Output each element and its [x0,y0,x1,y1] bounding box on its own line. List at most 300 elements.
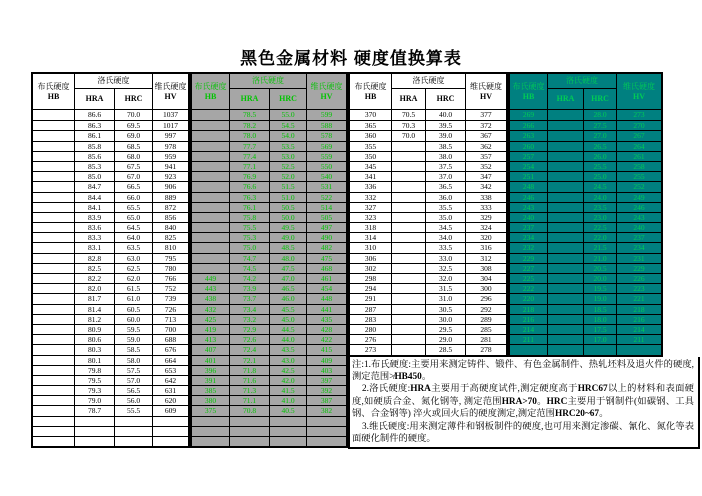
table-cell: 66.0 [115,192,153,202]
table-cell: 23.0 [584,212,617,222]
table-row [192,375,346,385]
table-cell: 73.9 [230,283,270,293]
table-row [192,365,346,375]
header-hb-label: HB [47,91,60,101]
table-row [510,192,661,202]
table-cell: 30.5 [426,304,466,314]
table-row [33,192,188,202]
table-cell: 73.4 [230,304,270,314]
table-row [510,232,661,242]
table-cell: 41.0 [270,395,307,405]
table-cell [33,141,75,151]
table-cell: 227 [510,263,548,273]
table-cell: 569 [307,141,346,151]
table-row [510,151,661,161]
table-cell: 85.8 [75,141,115,151]
table-row [510,304,661,314]
table-row [33,110,188,120]
table-cell [270,416,307,426]
header-rockwell: 洛氏硬度 [75,74,153,89]
table-cell: 28.5 [426,344,466,354]
table-cell: 959 [153,151,188,161]
table-row [33,324,188,334]
table-cell: 80.9 [75,324,115,334]
table-cell [392,181,426,191]
table-row [350,293,506,303]
table-row [33,375,188,385]
table-cell [307,436,346,446]
table-cell: 58.5 [115,344,153,354]
table-cell: 342 [466,181,506,191]
table-cell: 79.5 [75,375,115,385]
table-cell: 413 [192,334,230,344]
table-cell: 79.8 [75,365,115,375]
table-cell [33,314,75,324]
table-row [33,405,188,415]
table-cell: 298 [350,273,392,283]
note-paragraph: 3.维氏硬度:用来测定薄件和钢板制件的硬度,也可用来测定渗碳、氰化、氮化等表面硬化制件的硬度。 [352,421,694,444]
table-cell: 283 [350,314,392,324]
table-row [33,304,188,314]
table-cell: 40.5 [270,405,307,415]
table-cell: 64.5 [115,222,153,232]
table-cell: 599 [307,110,346,120]
table-cell [392,314,426,324]
table-cell [33,202,75,212]
table-cell [192,263,230,273]
table-cell: 289 [466,314,506,324]
table-cell [392,141,426,151]
table-cell: 441 [307,304,346,314]
table-cell: 59.5 [115,324,153,334]
table-cell: 327 [350,202,392,212]
table-cell: 49.5 [270,222,307,232]
table-cell [392,232,426,242]
table-cell: 73.7 [230,293,270,303]
table-row [350,344,506,354]
table-cell: 74.2 [230,273,270,283]
table-row [33,120,188,130]
table-cell: 63.0 [115,253,153,263]
table-cell: 278 [466,344,506,354]
table-row [350,151,506,161]
table-row [350,273,506,283]
table-cell: 676 [153,344,188,354]
table-cell: 296 [466,293,506,303]
table-cell: 29.5 [426,324,466,334]
table-cell: 62.5 [115,263,153,273]
table-cell: 653 [153,365,188,375]
table-row [192,130,346,140]
table-row [350,110,506,120]
table-cell: 267 [617,130,661,140]
table-cell: 246 [617,202,661,212]
table-cell [392,304,426,314]
table-cell [153,416,188,426]
table-header [350,74,506,110]
table-cell [33,253,75,263]
table-row [192,232,346,242]
table-row [192,395,346,405]
hardness-table [31,72,700,449]
table-cell: 18.5 [584,304,617,314]
table-cell [548,130,584,140]
table-cell: 889 [153,192,188,202]
table-row [192,436,346,446]
header-hra: HRA [392,89,426,109]
table-cell: 79.0 [75,395,115,405]
table-row [350,253,506,263]
table-row [33,436,188,446]
table-cell: 514 [307,202,346,212]
table-cell: 223 [617,283,661,293]
table-cell: 505 [307,212,346,222]
table-cell: 75.0 [230,242,270,252]
table-cell [548,181,584,191]
table-cell [153,436,188,446]
table-body-teal [510,110,661,355]
table-cell [548,212,584,222]
table-row [192,416,346,426]
table-cell: 397 [307,375,346,385]
table-cell: 220 [510,293,548,303]
table-cell: 482 [307,242,346,252]
table-cell: 32.0 [426,273,466,283]
table-cell [230,436,270,446]
table-row [350,120,506,130]
table-cell: 396 [192,365,230,375]
table-cell [392,253,426,263]
table-cell [548,120,584,130]
table-cell [548,222,584,232]
table-cell: 243 [617,212,661,222]
table-row [192,283,346,293]
table-cell: 45.5 [270,304,307,314]
table-cell: 350 [350,151,392,161]
header-rockwell: 洛氏硬度 [230,74,307,89]
table-cell: 308 [466,263,506,273]
table-cell: 906 [153,181,188,191]
table-cell: 70.0 [115,110,153,120]
table-cell: 53.0 [270,151,307,161]
table-row [192,253,346,263]
table-row [33,314,188,324]
table-cell: 578 [307,130,346,140]
table-cell: 69.0 [115,130,153,140]
table-cell: 280 [350,324,392,334]
table-row [350,304,506,314]
table-cell: 559 [307,151,346,161]
table-cell: 34.5 [426,222,466,232]
table-cell: 1017 [153,120,188,130]
header-vickers: 维氏硬度 HV [617,74,661,109]
table-cell: 80.6 [75,334,115,344]
table-cell [75,436,115,446]
table-cell: 251 [510,171,548,181]
table-cell: 82.0 [75,283,115,293]
table-cell: 415 [307,344,346,354]
table-cell: 257 [510,151,548,161]
table-cell: 57.5 [115,365,153,375]
table-cell [192,212,230,222]
table-cell: 454 [307,283,346,293]
table-cell: 36.5 [426,181,466,191]
header-brinell [33,74,75,109]
table-cell: 68.5 [115,141,153,151]
table-cell: 642 [153,375,188,385]
table-cell: 941 [153,161,188,171]
table-cell: 17.0 [584,334,617,344]
table-cell [33,242,75,252]
table-cell [548,232,584,242]
table-row [33,222,188,232]
note-paragraph: 2.洛氏硬度:HRA主要用于高硬度试件,测定硬度高于HRC67以上的材料和表面硬度,如硬质合金、氮化钢等, 测定范围HRA>70。HRC主要用于钢制件(如碳钢、工具钢、合金钢等) 淬火或回火后的硬度测定,测定范围HRC20~67。 [352,384,694,420]
table-cell: 72.1 [230,355,270,365]
header-rockwell: 洛氏硬度 [548,74,617,89]
table-cell: 24.5 [584,181,617,191]
table-cell: 40.0 [426,110,466,120]
table-row [33,395,188,405]
table-cell: 77.1 [230,161,270,171]
table-cell: 428 [307,324,346,334]
table-cell [392,192,426,202]
table-cell: 531 [307,181,346,191]
table-cell: 360 [350,130,392,140]
table-cell [392,324,426,334]
table-cell: 60.0 [115,314,153,324]
header-vickers-label: 维氏硬度 [154,81,187,91]
table-row [33,365,188,375]
table-cell: 232 [510,242,548,252]
table-cell: 61.5 [115,283,153,293]
table-cell: 76.3 [230,192,270,202]
header-hrc: HRC [426,89,466,109]
table-cell: 248 [510,181,548,191]
table-cell: 631 [153,385,188,395]
table-cell [33,110,75,120]
table-row [33,242,188,252]
table-cell [548,263,584,273]
table-row [192,171,346,181]
table-cell: 254 [510,161,548,171]
table-cell: 304 [466,273,506,283]
table-cell: 51.0 [270,192,307,202]
table-cell: 43.0 [270,355,307,365]
table-cell: 435 [307,314,346,324]
header-hra: HRA [548,89,584,109]
table-row [510,161,661,171]
table-row [192,405,346,415]
table-cell [230,426,270,436]
table-cell: 37.0 [426,171,466,181]
table-cell: 74.5 [230,263,270,273]
header-brinell: 布氏硬度 HB [192,74,230,109]
table-cell: 387 [307,395,346,405]
table-cell: 291 [350,293,392,303]
table-cell: 218 [617,304,661,314]
table-cell: 56.5 [115,385,153,395]
table-cell: 84.7 [75,181,115,191]
table-cell: 294 [350,283,392,293]
table-cell: 69.5 [115,120,153,130]
table-cell: 422 [307,334,346,344]
table-cell: 302 [350,263,392,273]
table-cell: 19.5 [584,283,617,293]
table-cell: 726 [153,304,188,314]
table-cell: 231 [617,253,661,263]
table-row [192,151,346,161]
table-cell: 80.1 [75,355,115,365]
table-cell [33,416,75,426]
table-cell: 86.6 [75,110,115,120]
table-cell [392,293,426,303]
table-cell: 51.5 [270,181,307,191]
table-cell: 246 [510,192,548,202]
table-cell: 43.5 [270,344,307,354]
table-row [350,161,506,171]
table-cell: 243 [510,202,548,212]
table-row [192,110,346,120]
table-cell: 609 [153,405,188,415]
table-cell: 332 [350,192,392,202]
table-cell: 77.7 [230,141,270,151]
table-cell: 540 [307,171,346,181]
table-cell: 36.0 [426,192,466,202]
table-header [33,74,188,110]
table-cell: 273 [350,344,392,354]
table-cell: 27.5 [584,120,617,130]
table-cell: 407 [192,344,230,354]
table-cell: 55.0 [270,110,307,120]
table-cell: 240 [510,212,548,222]
table-cell: 84.4 [75,192,115,202]
table-cell [392,161,426,171]
table-cell [307,426,346,436]
table-row [33,263,188,273]
table-cell: 324 [466,222,506,232]
table-cell: 285 [466,324,506,334]
table-cell: 48.5 [270,242,307,252]
table-cell [270,426,307,436]
table-cell: 33.0 [426,253,466,263]
table-cell [33,151,75,161]
table-cell [192,141,230,151]
table-cell [192,416,230,426]
table-row [350,181,506,191]
table-cell: 214 [617,324,661,334]
table-cell [548,344,584,354]
header-hra: HRA [75,89,115,109]
table-cell: 61.0 [115,293,153,303]
table-cell: 449 [192,273,230,283]
table-cell: 261 [617,151,661,161]
table-cell: 620 [153,395,188,405]
table-header [192,74,346,110]
table-cell: 60.5 [115,304,153,314]
table-row [510,283,661,293]
table-cell: 211 [617,334,661,344]
table-row [510,130,661,140]
header-hv-label: HV [164,91,177,101]
table-cell: 345 [350,161,392,171]
table-cell [392,202,426,212]
table-cell: 71.6 [230,375,270,385]
table-cell: 70.0 [392,130,426,140]
table-cell: 385 [192,385,230,395]
header-brinell: 布氏硬度 HB [510,74,548,109]
table-cell [33,181,75,191]
table-cell: 260 [510,141,548,151]
table-cell: 255 [617,171,661,181]
table-cell [192,192,230,202]
table-cell: 392 [307,385,346,395]
table-cell: 752 [153,283,188,293]
table-cell: 355 [350,141,392,151]
table-cell: 72.4 [230,344,270,354]
table-cell [33,232,75,242]
right-tables [348,72,700,357]
table-cell: 263 [510,130,548,140]
table-row [510,181,661,191]
table-cell: 234 [617,242,661,252]
table-row [33,171,188,181]
table-cell: 20.0 [584,273,617,283]
table-row [510,141,661,151]
table-cell: 75.8 [230,212,270,222]
table-cell: 70.8 [230,405,270,415]
table-row [510,242,661,252]
table-cell: 82.5 [75,263,115,273]
header-hrc: HRC [115,89,153,109]
table-row [510,344,661,354]
table-cell: 48.0 [270,253,307,263]
table-cell: 64.0 [115,232,153,242]
table-row [510,212,661,222]
table-cell: 795 [153,253,188,263]
table-cell: 30.0 [426,314,466,324]
table-cell: 75.5 [230,222,270,232]
table-cell: 923 [153,171,188,181]
table-cell: 362 [466,141,506,151]
table-cell: 329 [466,212,506,222]
table-cell: 54.5 [270,120,307,130]
table-cell [510,344,548,354]
table-row [350,314,506,324]
table-cell: 382 [307,405,346,415]
table-cell: 375 [192,405,230,415]
table-row [192,293,346,303]
table-cell: 35.0 [426,212,466,222]
table-cell: 825 [153,232,188,242]
table-cell: 249 [617,192,661,202]
table-cell [192,222,230,232]
table-cell [115,436,153,446]
table-row [510,324,661,334]
table-cell: 18.0 [584,314,617,324]
table-cell: 425 [192,314,230,324]
table-cell: 81.7 [75,293,115,303]
table-cell: 31.5 [426,283,466,293]
table-cell [548,273,584,283]
table-cell: 475 [307,253,346,263]
table-cell: 71.8 [230,365,270,375]
table-cell: 341 [350,171,392,181]
table-row [192,324,346,334]
table-cell: 73.2 [230,314,270,324]
table-cell: 77.4 [230,151,270,161]
table-cell [33,222,75,232]
table-row [350,130,506,140]
